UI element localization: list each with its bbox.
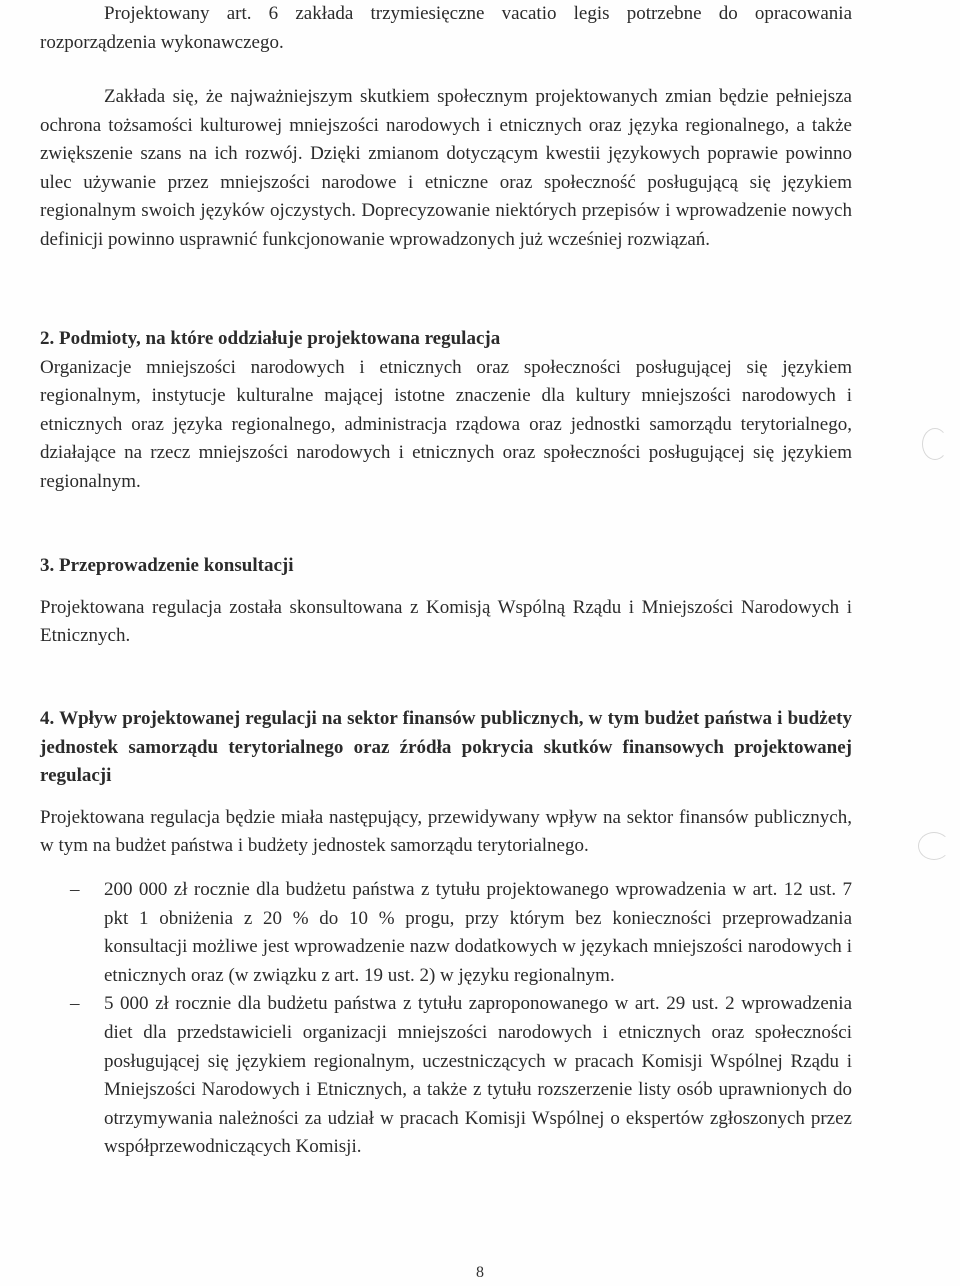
scan-artifact — [922, 428, 948, 460]
section-2 — [40, 325, 852, 497]
section-body: Projektowana regulacja będzie miała następujący, przewidywany wpływ na sektor finansów publicznych, w tym na budżet państwa i budżety jednostek samorządu terytorialnego. — [40, 806, 852, 857]
dash-marker: – — [70, 993, 80, 1015]
list-item-text: 5 000 zł rocznie dla budżetu państwa z tytułu zaproponowanego w art. 29 ust. 2 wprowadzenia diet dla przedstawicieli organizacji mniejszości narodowych i etnicznych oraz społeczności posługującej się językiem regionalnym, uczestniczących w pracach Komisji Wspólnej Rządu i Mniejszości Narodowych i Etnicznych, a także z tytułu rozszerzenie listy osób uprawnionych do otrzymywania należności za udział w pracach Komisji Wspólnej o ekspertów zgłoszonych przez współprzewodniczących Komisji. — [104, 993, 852, 1158]
scan-artifact — [918, 832, 950, 860]
section-4 — [40, 705, 852, 861]
paragraph-vacatio-legis — [40, 0, 852, 57]
dash-marker: – — [70, 879, 80, 900]
list-item — [40, 876, 852, 990]
section-body: Organizacje mniejszości narodowych i etnicznych oraz społeczności posługującej się językiem regionalnym, instytucje kulturalne mającej istotne znaczenie dla kultury mniejszości narodowych i etnicznych oraz języka regionalnego, administracja rządowa oraz jednostki samorządu terytorialnego, działające na rzecz mniejszości narodowych i etnicznych oraz społeczności posługującej się językiem regionalnym. — [40, 356, 852, 492]
section-heading: 4. Wpływ projektowanej regulacji na sektor finansów publicznych, w tym budżet państwa i budżety jednostek samorządu terytorialnego oraz źródła pokrycia skutków finansowych projektowanej regulacji — [40, 708, 852, 787]
paragraph-text: Zakłada się, że najważniejszym skutkiem społecznym projektowanych zmian będzie pełniejsza ochrona tożsamości kulturowej mniejszości narodowych i etnicznych oraz języka regionalnego, a także zwiększenie szans na ich rozwój. Dzięki zmianom dotyczącym kwestii językowych poprawie powinno ulec używanie przez mniejszości narodowe i etniczne oraz społeczność posługującą się językiem regionalnym swoich języków ojczystych. Doprecyzowanie niektórych przepisów i wprowadzenie nowych definicji powinno usprawnić funkcjonowanie wprowadzonych już wcześniej rozwiązań. — [40, 86, 852, 250]
paragraph-text: Projektowany art. 6 zakłada trzymiesięczne vacatio legis potrzebne do opracowania rozporządzenia wykonawczego. — [40, 3, 852, 53]
page-number: 8 — [476, 1264, 484, 1281]
section-heading: 3. Przeprowadzenie konsultacji — [40, 555, 294, 576]
list-item-text: 200 000 zł rocznie dla budżetu państwa z tytułu projektowanego wprowadzenia w art. 12 ust. 7 pkt 1 obniżenia z 20 % do 10 % progu, przy którym bez konieczności przeprowadzania konsultacji możliwe jest wprowadzenie nazw dodatkowych w językach mniejszości narodowych i etnicznych oraz (w związku z art. 19 ust. 2) w języku regionalnym. — [104, 879, 852, 986]
section-3 — [40, 552, 852, 651]
section-body: Projektowana regulacja została skonsultowana z Komisją Wspólną Rządu i Mniejszości Narodowych i Etnicznych. — [40, 596, 852, 647]
paragraph-social-effects — [40, 83, 852, 255]
financial-impact-list — [40, 876, 852, 1162]
list-item — [40, 990, 852, 1162]
section-heading: 2. Podmioty, na które oddziałuje projektowana regulacja — [40, 328, 501, 349]
